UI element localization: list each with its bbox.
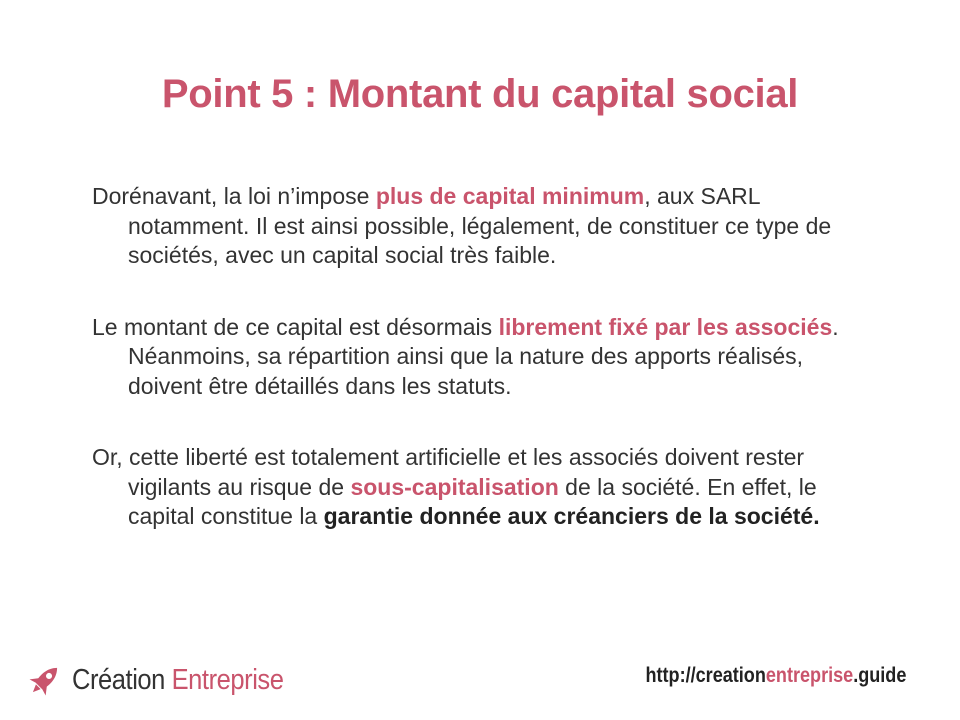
url-part-entreprise: entreprise bbox=[765, 664, 853, 687]
logo-text-creation: Création bbox=[72, 663, 172, 696]
paragraph-2 bbox=[92, 313, 872, 402]
paragraph-1-text-a: Dorénavant, la loi n’impose bbox=[92, 183, 376, 209]
highlight-capital-minimum: plus de capital minimum bbox=[375, 183, 645, 209]
footer-url[interactable] bbox=[645, 664, 906, 688]
slide-title: Point 5 : Montant du capital social bbox=[161, 72, 799, 116]
paragraph-2-text-b: . Néanmoins, sa répartition ainsi que la nature des apports réalisés, doivent être détaillés dans les statuts. bbox=[128, 313, 839, 399]
footer-logo bbox=[26, 657, 312, 703]
paragraph-1 bbox=[92, 182, 872, 271]
paragraph-3 bbox=[92, 443, 872, 532]
paragraph-3-text-b: de la société. En effet, le capital constitue la bbox=[128, 473, 817, 529]
logo-text bbox=[72, 664, 284, 697]
logo-text-entreprise: Entreprise bbox=[171, 663, 284, 696]
paragraph-3-text-a: Or, cette liberté est totalement artificielle et les associés doivent rester vigilants au risque de bbox=[92, 444, 805, 500]
highlight-sous-capitalisation: sous-capitalisation bbox=[350, 473, 559, 500]
url-part-guide: .guide bbox=[852, 664, 906, 687]
paragraph-2-text-a: Le montant de ce capital est désormais bbox=[92, 313, 499, 340]
slide-content bbox=[92, 182, 872, 574]
rocket-icon bbox=[26, 660, 64, 700]
paragraph-1-text-b: , aux SARL notamment. Il est ainsi possible, légalement, de constituer ce type de sociétés, avec un capital social très faible. bbox=[128, 183, 832, 268]
bold-garantie: garantie donnée aux créanciers de la société. bbox=[323, 503, 820, 529]
url-part-creation: http://creation bbox=[645, 664, 766, 687]
highlight-librement-fixe: librement fixé par les associés bbox=[498, 313, 833, 340]
